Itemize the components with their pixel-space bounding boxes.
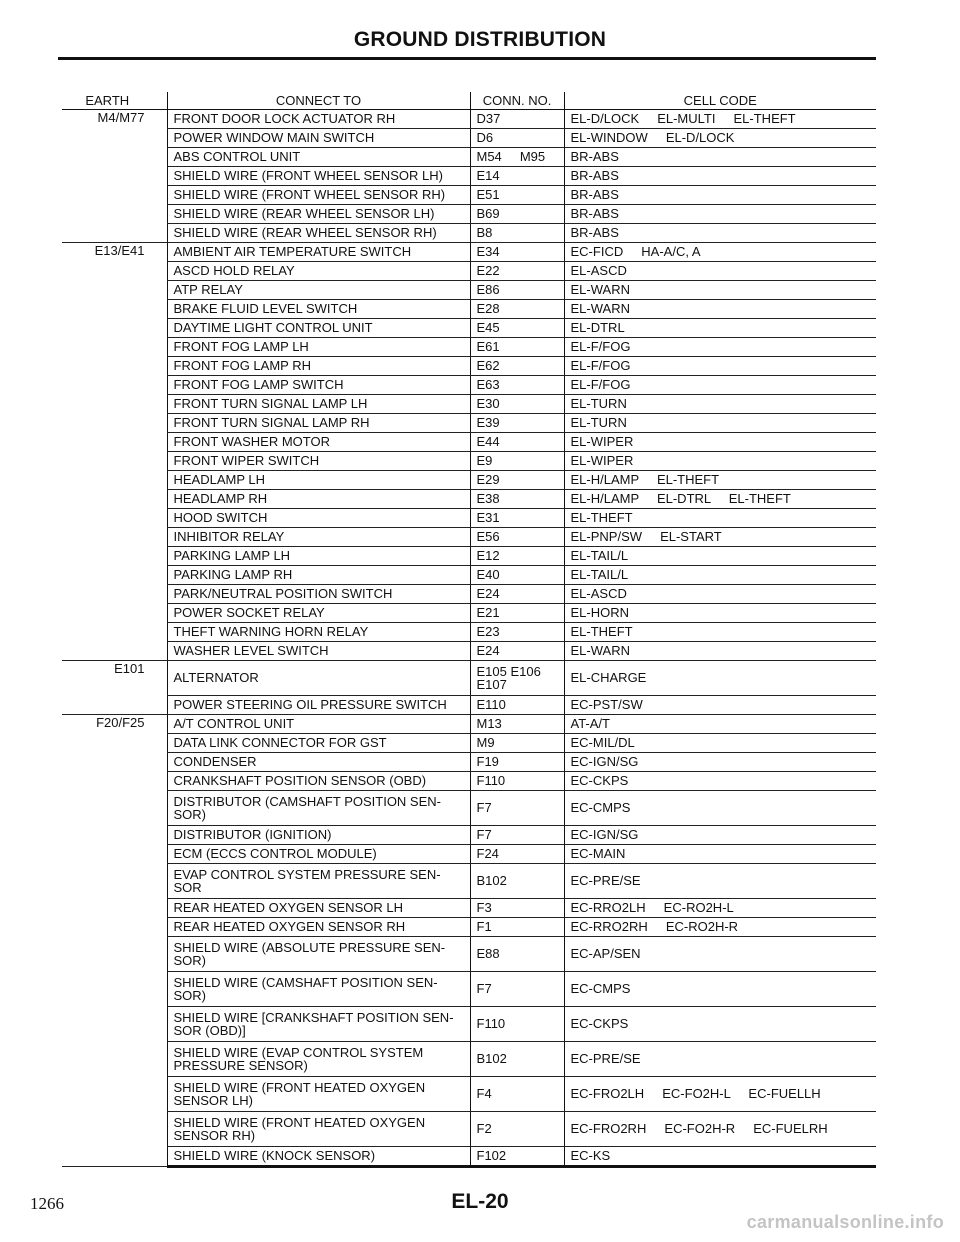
table-row: [62, 1007, 876, 1042]
connector-number-cell: E31: [470, 509, 564, 528]
connect-to-cell: SHIELD WIRE (ABSOLUTE PRESSURE SEN- SOR): [167, 937, 470, 972]
connect-to-cell: FRONT DOOR LOCK ACTUATOR RH: [167, 110, 470, 129]
connector-number-cell: E62: [470, 357, 564, 376]
connector-number-cell: E45: [470, 319, 564, 338]
connector-number-cell: D6: [470, 129, 564, 148]
table-row: [62, 918, 876, 937]
cell-code-cell: EC-PRE/SE: [564, 1042, 876, 1077]
connector-number-cell: E24: [470, 585, 564, 604]
cell-code-cell: EL-ASCD: [564, 585, 876, 604]
cell-code-cell: AT-A/T: [564, 715, 876, 734]
cell-code-cell: EC-FRO2RH EC-FO2H-R EC-FUELRH: [564, 1112, 876, 1147]
cell-code-cell: EL-WARN: [564, 281, 876, 300]
table-row: [62, 243, 876, 262]
connector-number-cell: E9: [470, 452, 564, 471]
connect-to-cell: POWER STEERING OIL PRESSURE SWITCH: [167, 696, 470, 715]
connect-to-cell: SHIELD WIRE (CAMSHAFT POSITION SEN- SOR): [167, 972, 470, 1007]
cell-code-cell: EC-RRO2LH EC-RO2H-L: [564, 899, 876, 918]
connector-number-cell: E51: [470, 186, 564, 205]
connector-number-cell: E22: [470, 262, 564, 281]
connect-to-cell: ECM (ECCS CONTROL MODULE): [167, 845, 470, 864]
cell-code-cell: EL-H/LAMP EL-THEFT: [564, 471, 876, 490]
table-row: [62, 1042, 876, 1077]
watermark-text: carmanualsonline.info: [746, 1212, 944, 1232]
table-row: [62, 148, 876, 167]
cell-code-cell: EC-RRO2RH EC-RO2H-R: [564, 918, 876, 937]
table-row: [62, 937, 876, 972]
connector-number-cell: B102: [470, 1042, 564, 1077]
table-row: [62, 319, 876, 338]
column-header-conn-no: CONN. NO.: [470, 92, 564, 110]
table-row: [62, 826, 876, 845]
connector-number-cell: F24: [470, 845, 564, 864]
connect-to-cell: SHIELD WIRE (KNOCK SENSOR): [167, 1147, 470, 1167]
cell-code-cell: EL-F/FOG: [564, 357, 876, 376]
connector-number-cell: F19: [470, 753, 564, 772]
table-row: [62, 262, 876, 281]
table-row: [62, 110, 876, 129]
connect-to-cell: THEFT WARNING HORN RELAY: [167, 623, 470, 642]
table-row: [62, 490, 876, 509]
connect-to-cell: HEADLAMP RH: [167, 490, 470, 509]
table-row: [62, 528, 876, 547]
table-row: [62, 281, 876, 300]
connect-to-cell: INHIBITOR RELAY: [167, 528, 470, 547]
connector-number-cell: F110: [470, 1007, 564, 1042]
connect-to-cell: FRONT TURN SIGNAL LAMP LH: [167, 395, 470, 414]
table-row: [62, 129, 876, 148]
connector-number-cell: E34: [470, 243, 564, 262]
table-row: [62, 972, 876, 1007]
connector-number-cell: B69: [470, 205, 564, 224]
table-row: [62, 566, 876, 585]
cell-code-cell: EL-TURN: [564, 414, 876, 433]
connect-to-cell: SHIELD WIRE (FRONT WHEEL SENSOR RH): [167, 186, 470, 205]
cell-code-cell: EL-WIPER: [564, 433, 876, 452]
connect-to-cell: SHIELD WIRE (FRONT HEATED OXYGEN SENSOR LH): [167, 1077, 470, 1112]
connect-to-cell: PARKING LAMP LH: [167, 547, 470, 566]
table-row: [62, 1077, 876, 1112]
table-row: [62, 791, 876, 826]
table-row: [62, 585, 876, 604]
cell-code-cell: EL-ASCD: [564, 262, 876, 281]
table-row: [62, 734, 876, 753]
table-row: [62, 357, 876, 376]
connect-to-cell: POWER WINDOW MAIN SWITCH: [167, 129, 470, 148]
title-rule: [58, 57, 876, 60]
connector-number-cell: B8: [470, 224, 564, 243]
cell-code-cell: EL-F/FOG: [564, 376, 876, 395]
connector-number-cell: E86: [470, 281, 564, 300]
ground-distribution-table: [62, 92, 876, 1168]
cell-code-cell: EL-THEFT: [564, 623, 876, 642]
cell-code-cell: EL-TAIL/L: [564, 566, 876, 585]
connect-to-cell: FRONT WASHER MOTOR: [167, 433, 470, 452]
table-row: [62, 205, 876, 224]
cell-code-cell: EL-H/LAMP EL-DTRL EL-THEFT: [564, 490, 876, 509]
connect-to-cell: DISTRIBUTOR (IGNITION): [167, 826, 470, 845]
table-row: [62, 642, 876, 661]
connector-number-cell: F7: [470, 972, 564, 1007]
connector-number-cell: E28: [470, 300, 564, 319]
connector-number-cell: E38: [470, 490, 564, 509]
earth-point-label: F20/F25: [62, 715, 167, 1167]
connector-number-cell: E24: [470, 642, 564, 661]
cell-code-cell: EC-FICD HA-A/C, A: [564, 243, 876, 262]
table-row: [62, 414, 876, 433]
cell-code-cell: EC-AP/SEN: [564, 937, 876, 972]
cell-code-cell: EL-WARN: [564, 300, 876, 319]
cell-code-cell: EC-CMPS: [564, 791, 876, 826]
table-row: [62, 899, 876, 918]
table-header-row: [62, 92, 876, 110]
connect-to-cell: ASCD HOLD RELAY: [167, 262, 470, 281]
connector-number-cell: F2: [470, 1112, 564, 1147]
page-number: 1266: [30, 1194, 64, 1213]
connect-to-cell: FRONT TURN SIGNAL LAMP RH: [167, 414, 470, 433]
connector-number-cell: E29: [470, 471, 564, 490]
table-row: [62, 604, 876, 623]
connect-to-cell: FRONT FOG LAMP SWITCH: [167, 376, 470, 395]
table-body: [62, 110, 876, 1167]
cell-code-cell: EC-CKPS: [564, 1007, 876, 1042]
table-row: [62, 452, 876, 471]
connect-to-cell: SHIELD WIRE (EVAP CONTROL SYSTEM PRESSURE SENSOR): [167, 1042, 470, 1077]
cell-code-cell: EC-MIL/DL: [564, 734, 876, 753]
connect-to-cell: FRONT WIPER SWITCH: [167, 452, 470, 471]
table-row: [62, 1112, 876, 1147]
connector-number-cell: E30: [470, 395, 564, 414]
connect-to-cell: BRAKE FLUID LEVEL SWITCH: [167, 300, 470, 319]
connect-to-cell: HEADLAMP LH: [167, 471, 470, 490]
earth-point-label: E13/E41: [62, 243, 167, 661]
connect-to-cell: DATA LINK CONNECTOR FOR GST: [167, 734, 470, 753]
earth-point-label: E101: [62, 661, 167, 715]
cell-code-cell: EL-WARN: [564, 642, 876, 661]
cell-code-cell: BR-ABS: [564, 205, 876, 224]
cell-code-cell: BR-ABS: [564, 167, 876, 186]
connect-to-cell: DISTRIBUTOR (CAMSHAFT POSITION SEN- SOR): [167, 791, 470, 826]
connector-number-cell: E105 E106 E107: [470, 661, 564, 696]
connector-number-cell: F4: [470, 1077, 564, 1112]
connect-to-cell: AMBIENT AIR TEMPERATURE SWITCH: [167, 243, 470, 262]
cell-code-cell: EC-KS: [564, 1147, 876, 1167]
cell-code-cell: EL-DTRL: [564, 319, 876, 338]
cell-code-cell: EL-TURN: [564, 395, 876, 414]
connector-number-cell: F7: [470, 791, 564, 826]
connector-number-cell: B102: [470, 864, 564, 899]
cell-code-cell: EL-WINDOW EL-D/LOCK: [564, 129, 876, 148]
connect-to-cell: POWER SOCKET RELAY: [167, 604, 470, 623]
connect-to-cell: WASHER LEVEL SWITCH: [167, 642, 470, 661]
cell-code-cell: EL-WIPER: [564, 452, 876, 471]
connect-to-cell: DAYTIME LIGHT CONTROL UNIT: [167, 319, 470, 338]
connector-number-cell: F1: [470, 918, 564, 937]
table-row: [62, 433, 876, 452]
cell-code-cell: EL-TAIL/L: [564, 547, 876, 566]
column-header-earth: EARTH: [62, 92, 167, 110]
table-row: [62, 186, 876, 205]
cell-code-cell: EL-D/LOCK EL-MULTI EL-THEFT: [564, 110, 876, 129]
connect-to-cell: SHIELD WIRE (FRONT HEATED OXYGEN SENSOR RH): [167, 1112, 470, 1147]
connect-to-cell: A/T CONTROL UNIT: [167, 715, 470, 734]
connector-number-cell: E21: [470, 604, 564, 623]
connect-to-cell: SHIELD WIRE (FRONT WHEEL SENSOR LH): [167, 167, 470, 186]
connector-number-cell: F110: [470, 772, 564, 791]
connect-to-cell: REAR HEATED OXYGEN SENSOR RH: [167, 918, 470, 937]
connect-to-cell: CONDENSER: [167, 753, 470, 772]
connector-number-cell: E56: [470, 528, 564, 547]
connect-to-cell: ALTERNATOR: [167, 661, 470, 696]
table-row: [62, 300, 876, 319]
earth-point-label: M4/M77: [62, 110, 167, 243]
table-row: [62, 623, 876, 642]
cell-code-cell: EC-PST/SW: [564, 696, 876, 715]
connect-to-cell: PARKING LAMP RH: [167, 566, 470, 585]
connector-number-cell: E23: [470, 623, 564, 642]
table-row: [62, 376, 876, 395]
connect-to-cell: PARK/NEUTRAL POSITION SWITCH: [167, 585, 470, 604]
connector-number-cell: D37: [470, 110, 564, 129]
table-row: [62, 696, 876, 715]
cell-code-cell: EC-FRO2LH EC-FO2H-L EC-FUELLH: [564, 1077, 876, 1112]
cell-code-cell: EC-IGN/SG: [564, 753, 876, 772]
connector-number-cell: E39: [470, 414, 564, 433]
table-row: [62, 338, 876, 357]
connector-number-cell: M54 M95: [470, 148, 564, 167]
cell-code-cell: EL-CHARGE: [564, 661, 876, 696]
connect-to-cell: FRONT FOG LAMP LH: [167, 338, 470, 357]
cell-code-cell: EC-CKPS: [564, 772, 876, 791]
table-row: [62, 753, 876, 772]
connector-number-cell: M13: [470, 715, 564, 734]
connector-number-cell: M9: [470, 734, 564, 753]
connector-number-cell: E12: [470, 547, 564, 566]
connector-number-cell: E110: [470, 696, 564, 715]
connect-to-cell: CRANKSHAFT POSITION SENSOR (OBD): [167, 772, 470, 791]
connect-to-cell: SHIELD WIRE (REAR WHEEL SENSOR LH): [167, 205, 470, 224]
connect-to-cell: FRONT FOG LAMP RH: [167, 357, 470, 376]
connect-to-cell: SHIELD WIRE [CRANKSHAFT POSITION SEN- SOR (OBD)]: [167, 1007, 470, 1042]
cell-code-cell: EL-F/FOG: [564, 338, 876, 357]
connect-to-cell: REAR HEATED OXYGEN SENSOR LH: [167, 899, 470, 918]
column-header-cell-code: CELL CODE: [564, 92, 876, 110]
connect-to-cell: SHIELD WIRE (REAR WHEEL SENSOR RH): [167, 224, 470, 243]
connect-to-cell: ATP RELAY: [167, 281, 470, 300]
page-reference: EL-20: [451, 1190, 509, 1213]
cell-code-cell: BR-ABS: [564, 224, 876, 243]
connect-to-cell: EVAP CONTROL SYSTEM PRESSURE SEN- SOR: [167, 864, 470, 899]
connector-number-cell: E63: [470, 376, 564, 395]
cell-code-cell: EC-IGN/SG: [564, 826, 876, 845]
cell-code-cell: EL-PNP/SW EL-START: [564, 528, 876, 547]
connector-number-cell: E44: [470, 433, 564, 452]
cell-code-cell: BR-ABS: [564, 148, 876, 167]
connector-number-cell: E61: [470, 338, 564, 357]
connector-number-cell: F3: [470, 899, 564, 918]
table-row: [62, 772, 876, 791]
cell-code-cell: EL-THEFT: [564, 509, 876, 528]
table-row: [62, 224, 876, 243]
cell-code-cell: BR-ABS: [564, 186, 876, 205]
cell-code-cell: EC-CMPS: [564, 972, 876, 1007]
table-row: [62, 1147, 876, 1167]
connector-number-cell: E14: [470, 167, 564, 186]
table-row: [62, 509, 876, 528]
cell-code-cell: EC-MAIN: [564, 845, 876, 864]
cell-code-cell: EL-HORN: [564, 604, 876, 623]
table-row: [62, 547, 876, 566]
table-row: [62, 395, 876, 414]
table-row: [62, 661, 876, 696]
table-row: [62, 471, 876, 490]
connector-number-cell: F7: [470, 826, 564, 845]
table-row: [62, 715, 876, 734]
connector-number-cell: E88: [470, 937, 564, 972]
connector-number-cell: E40: [470, 566, 564, 585]
table-row: [62, 845, 876, 864]
table-row: [62, 167, 876, 186]
connector-number-cell: F102: [470, 1147, 564, 1167]
table-row: [62, 864, 876, 899]
connect-to-cell: ABS CONTROL UNIT: [167, 148, 470, 167]
cell-code-cell: EC-PRE/SE: [564, 864, 876, 899]
connect-to-cell: HOOD SWITCH: [167, 509, 470, 528]
page-title: GROUND DISTRIBUTION: [353, 28, 607, 51]
column-header-connect-to: CONNECT TO: [167, 92, 470, 110]
